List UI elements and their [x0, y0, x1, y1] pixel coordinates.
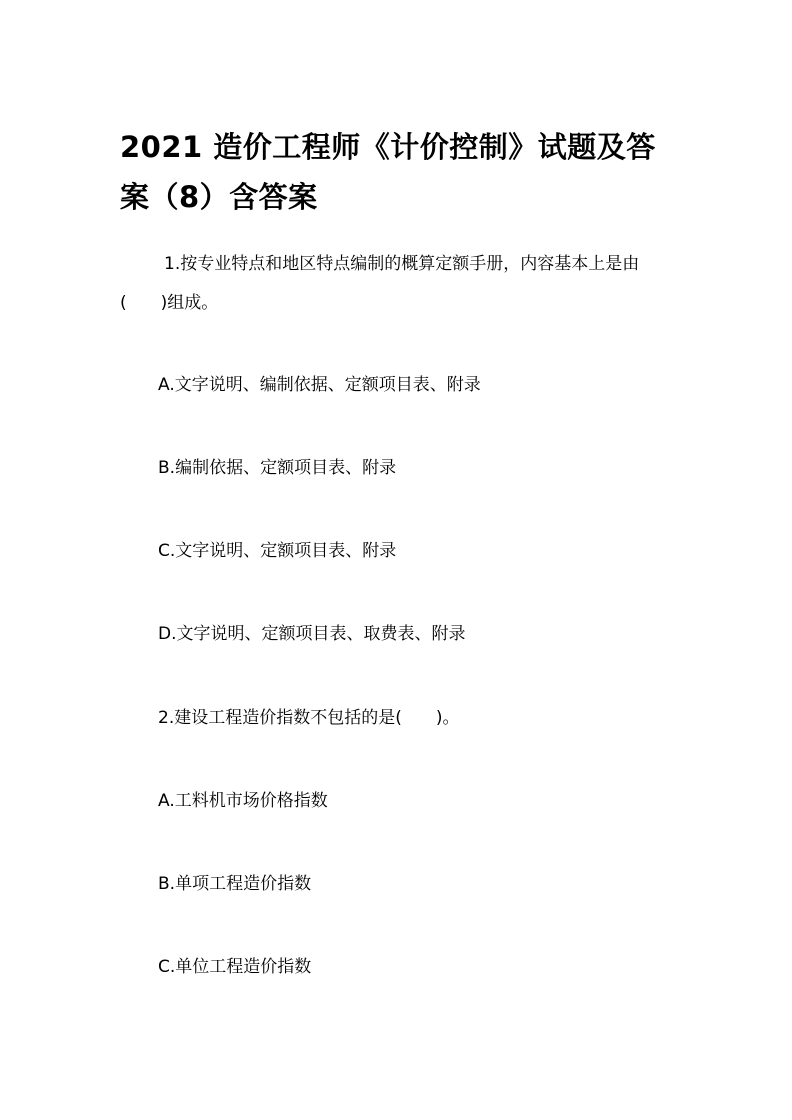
- question-1-option-b: B.编制依据、定额项目表、附录: [158, 458, 397, 478]
- document-title: 2021 造价工程师《计价控制》试题及答案（8）含答案: [120, 130, 656, 214]
- question-2-option-c: C.单位工程造价指数: [158, 957, 312, 977]
- question-1-option-d: D.文字说明、定额项目表、取费表、附录: [158, 624, 466, 644]
- question-1-option-a: A.文字说明、编制依据、定额项目表、附录: [158, 375, 481, 395]
- question-1-option-c: C.文字说明、定额项目表、附录: [158, 541, 397, 561]
- question-1-text: 1.按专业特点和地区特点编制的概算定额手册，内容基本上是由( )组成。: [120, 254, 640, 313]
- question-2-option-a: A.工料机市场价格指数: [158, 791, 328, 811]
- question-2-text: 2.建设工程造价指数不包括的是( )。: [158, 708, 460, 728]
- question-2-option-b: B.单项工程造价指数: [158, 874, 312, 894]
